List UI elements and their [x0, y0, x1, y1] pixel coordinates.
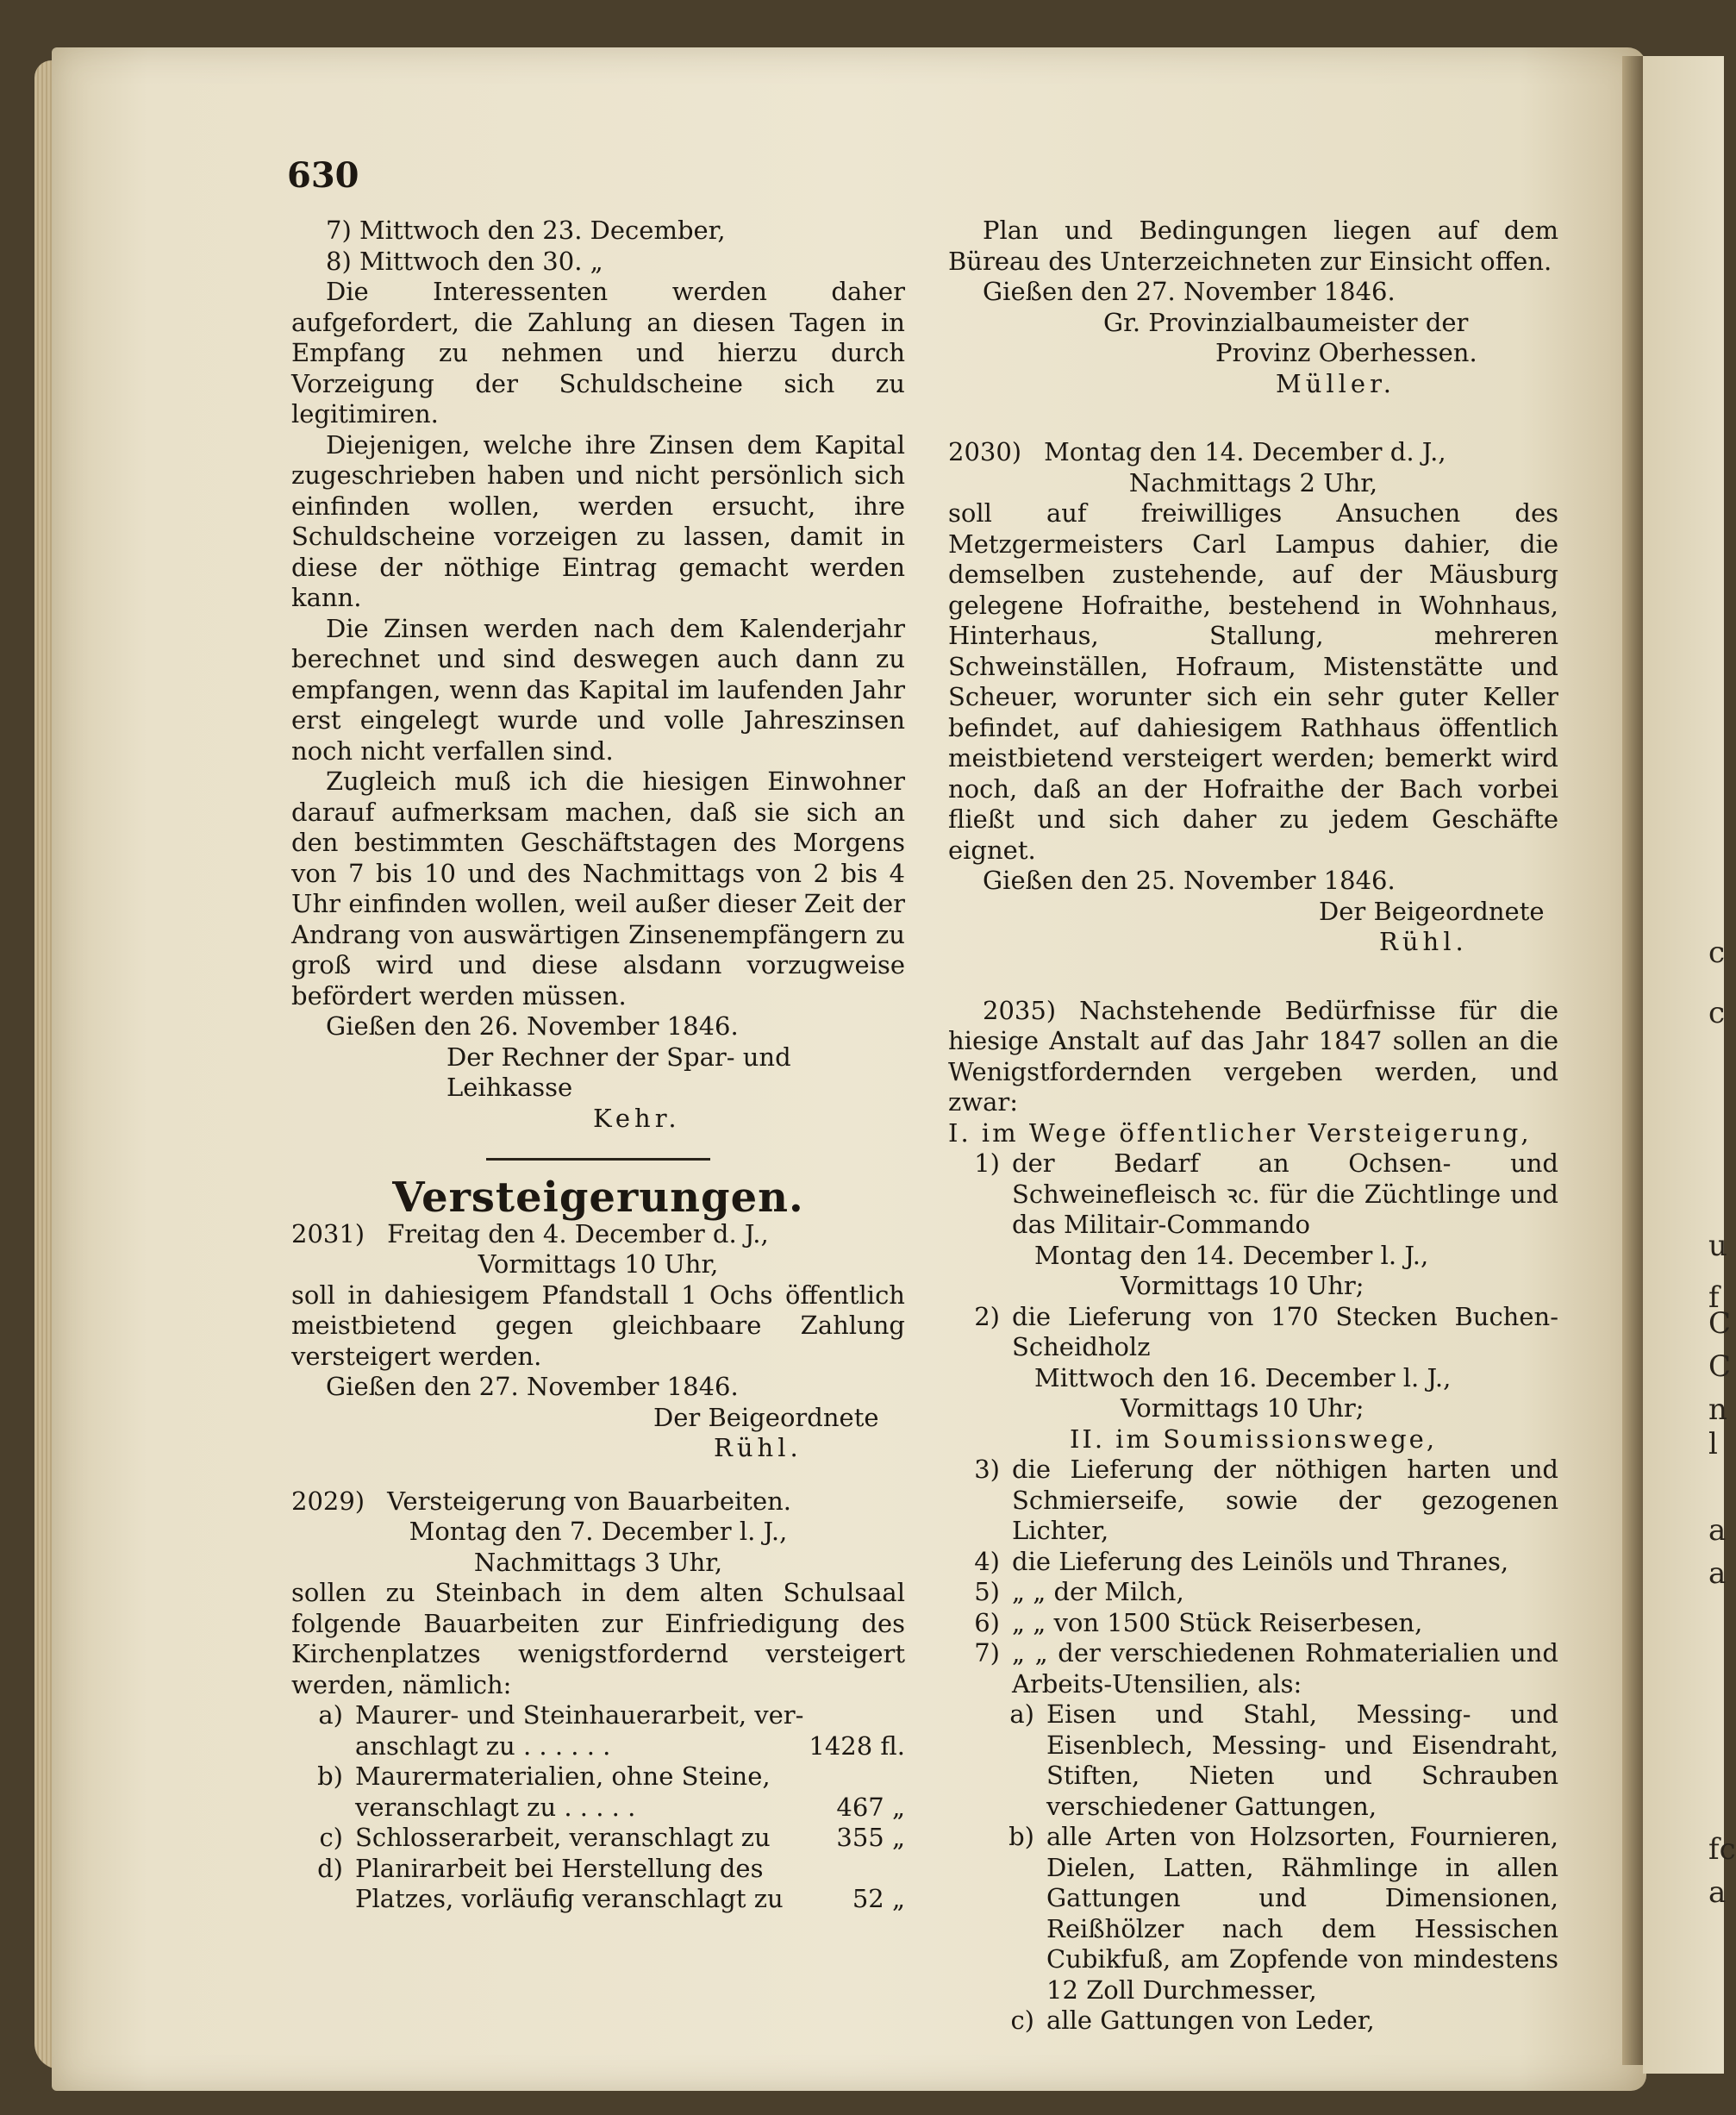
list-item [948, 1302, 1558, 1363]
next-page-fragment: f [1708, 1280, 1720, 1315]
cost-label: a) [318, 1700, 343, 1730]
signer-name: Rühl. [1379, 927, 1468, 956]
notice-date: Freitag den 4. December d. J., [387, 1218, 769, 1248]
notice-number: 2030) [948, 437, 1022, 466]
cost-desc: Planirarbeit bei Herstellung des [355, 1853, 764, 1883]
place-date: Gießen den 26. November 1846. [326, 1011, 739, 1041]
item-text: die Lieferung der nöthigen harten und Schmierseife, sowie der gezogenen Lichter, [1012, 1455, 1558, 1545]
place-date: Gießen den 25. November 1846. [983, 866, 1396, 895]
item-text: „ „ der Milch, [1012, 1577, 1184, 1606]
item-label: 3) [974, 1455, 1000, 1484]
notice-body [948, 996, 1558, 1118]
next-page-fragment: n [1708, 1392, 1727, 1427]
cost-item [291, 1731, 905, 1762]
left-column [291, 216, 905, 1915]
next-page-fragment: fc [1708, 1832, 1736, 1867]
cost-item [291, 1854, 905, 1885]
cost-desc: Maurermaterialien, ohne Steine, [355, 1761, 771, 1791]
next-page-fragment: l [1708, 1427, 1718, 1461]
next-page-fragment: C [1708, 1349, 1732, 1384]
list-item [948, 1608, 1558, 1639]
list-item [948, 1455, 1558, 1547]
item-label: 2) [974, 1301, 1000, 1331]
item-label: a) [1009, 1699, 1034, 1729]
signer-title: Der Beigeordnete [1319, 896, 1545, 926]
item-label: 4) [974, 1546, 1000, 1576]
notice-body: sollen zu Steinbach in dem alten Schulsaal folgende Bauarbeiten zur Einfriedigung des Kirchenplatzes wenigstfordernd versteigert werden, nämlich: [291, 1578, 905, 1699]
list-item: 8) Mittwoch den 30. „ [326, 246, 603, 276]
section-title: Versteigerungen. [392, 1173, 804, 1222]
next-page-fragment: u [1708, 1229, 1727, 1263]
cost-item [291, 1793, 905, 1824]
item-label: 7) [974, 1638, 1000, 1668]
cost-desc: Platzes, vorläufig veranschlagt zu [355, 1884, 784, 1913]
signer-title: Provinz Oberhessen. [1215, 338, 1477, 367]
next-page-fragment: a [1708, 1556, 1727, 1591]
list-item [948, 1577, 1558, 1608]
notice-title: Versteigerung von Bauarbeiten. [387, 1486, 792, 1516]
book-gutter [1622, 56, 1643, 2065]
notice-2030-header [948, 437, 1558, 468]
item-text: Eisen und Stahl, Messing- und Eisenblech, Messing- und Eisendraht, Stiften, Nieten und Schrauben verschiedener Gattungen, [1046, 1699, 1558, 1821]
notice-number: 2029) [291, 1486, 365, 1516]
cost-label: d) [317, 1853, 343, 1883]
cost-desc: Maurer- und Steinhauerarbeit, ver- [355, 1700, 804, 1730]
item-text: die Lieferung des Leinöls und Thranes, [1012, 1546, 1509, 1576]
cost-label: c) [319, 1823, 343, 1852]
paragraph: Die Interessenten werden daher aufgefordert, die Zahlung an diesen Tagen in Empfang zu nehmen und hierzu durch Vorzeigung der Schuldscheine sich zu legitimiren. [291, 277, 905, 429]
paragraph: Plan und Bedingungen liegen auf dem Büreau des Unterzeichneten zur Einsicht offen. [948, 216, 1558, 276]
notice-2029-header [291, 1486, 905, 1517]
cost-item [291, 1761, 905, 1793]
item-text: die Lieferung von 170 Stecken Buchen-Scheidholz [1012, 1301, 1558, 1361]
signer-title: Der Beigeordnete [653, 1402, 879, 1432]
right-column [948, 216, 1558, 2037]
notice-date: Montag den 14. December d. J., [1044, 437, 1446, 466]
sub-list-item [948, 2005, 1558, 2037]
notice-time: Nachmittags 2 Uhr, [1128, 467, 1378, 497]
list-item [948, 1638, 1558, 1699]
item-text: „ „ von 1500 Stück Reiserbesen, [1012, 1607, 1423, 1637]
notice-number: 2031) [291, 1218, 365, 1248]
signer-title: Der Rechner der Spar- und Leihkasse [446, 1042, 791, 1102]
next-page-fragment: C [1708, 1306, 1732, 1341]
paragraph: Diejenigen, welche ihre Zinsen dem Kapital zugeschrieben haben und nicht persönlich sich einfinden wollen, werden ersucht, ihre Schuldscheine vorzeigen zu lassen, damit in diese der nöthige Eintrag gemacht werden kann. [291, 429, 905, 612]
next-page-strip [1643, 56, 1736, 2074]
item-time: Vormittags 10 Uhr; [1121, 1393, 1364, 1423]
notice-body: soll auf freiwilliges Ansuchen des Metzgermeisters Carl Lampus dahier, die demselben zustehende, auf der Mäusburg gelegene Hofraithe, bestehend in Wohnhaus, Hinterhaus, Stallung, mehreren Schweinställen, Hofraum, Mistenstätte und Scheuer, worunter sich ein sehr guter Keller befindet, auf dahiesigem Rathhaus öffentlich meistbietend versteigert werden; bemerkt wird noch, daß an der Hofraithe der Bach vorbei fließt und sich daher zu jedem Geschäfte eignet. [948, 498, 1558, 865]
item-text: alle Gattungen von Leder, [1046, 2005, 1375, 2035]
cost-label: b) [317, 1761, 343, 1791]
notice-time: Nachmittags 3 Uhr, [473, 1547, 723, 1577]
next-page-fragment: a [1708, 1875, 1727, 1910]
subsection-title: I. im Wege öffentlicher Versteigerung, [948, 1117, 1532, 1148]
cost-desc: Schlosserarbeit, veranschlagt zu [355, 1823, 771, 1852]
notice-number: 2035) [983, 995, 1057, 1025]
cost-desc: anschlagt zu . . . . . . [355, 1730, 611, 1761]
paragraph: Die Zinsen werden nach dem Kalenderjahr berechnet und sind deswegen auch dann zu empfangen, wenn das Kapital im laufenden Jahr erst eingelegt wurde und volle Jahreszinsen noch nicht verfallen sind. [291, 613, 905, 766]
sub-list-item [948, 1699, 1558, 1822]
notice-body: soll in dahiesigem Pfandstall 1 Ochs öffentlich meistbietend gegen gleichbaare Zahlung versteigert werden. [291, 1280, 905, 1371]
next-page-fragment: a [1708, 1513, 1727, 1548]
item-date: Montag den 14. December l. J., [1034, 1240, 1429, 1270]
item-time: Vormittags 10 Uhr; [1121, 1271, 1364, 1300]
list-item [948, 1148, 1558, 1241]
item-label: c) [1010, 2005, 1034, 2035]
cost-item [291, 1823, 905, 1854]
notice-time: Vormittags 10 Uhr, [478, 1249, 719, 1279]
item-text: „ „ der verschiedenen Rohmaterialien und Arbeits-Utensilien, als: [1012, 1638, 1558, 1699]
subsection-title: II. im Soumissionswege, [1069, 1424, 1438, 1454]
next-page-fragment: c [1708, 935, 1726, 970]
item-text: alle Arten von Holzsorten, Fournieren, Dielen, Latten, Rähmlinge in allen Gattungen und Dimensionen, Reißhölzer nach dem Hessischen Cubikfuß, am Zopfende von mindestens 12 Zoll Durchmesser, [1046, 1822, 1558, 2005]
item-label: b) [1009, 1822, 1034, 1851]
cost-amount: 467 „ [836, 1792, 905, 1822]
notice-text: Nachstehende Bedürfnisse für die hiesige Anstalt auf das Jahr 1847 sollen an die Wenigstfordernden vergeben werden, und zwar: [948, 995, 1558, 1117]
list-item: 7) Mittwoch den 23. December, [326, 216, 726, 245]
signer-name: Kehr. [593, 1103, 681, 1133]
signer-title: Gr. Provinzialbaumeister der [1103, 307, 1469, 337]
list-item [948, 1547, 1558, 1578]
divider-rule [486, 1158, 710, 1161]
paragraph: Zugleich muß ich die hiesigen Einwohner darauf aufmerksam machen, daß sie sich an den bestimmten Geschäftstagen des Morgens von 7 bis 10 und des Nachmittags von 2 bis 4 Uhr einfinden wollen, weil außer dieser Zeit der Andrang von auswärtigen Zinsenempfängern zu groß wird und diese alsdann vorzugweise befördert werden müssen. [291, 767, 905, 1011]
item-text: der Bedarf an Ochsen- und Schweinefleisch ꝛc. für die Züchtlinge und das Militair-Commando [1012, 1148, 1558, 1239]
notice-date: Montag den 7. December l. J., [409, 1517, 788, 1546]
item-label: 5) [974, 1577, 1000, 1606]
cost-amount: 52 „ [852, 1884, 905, 1913]
sub-list-item [948, 1822, 1558, 2005]
place-date: Gießen den 27. November 1846. [983, 277, 1396, 306]
item-label: 1) [974, 1148, 1000, 1178]
page-number: 630 [287, 155, 359, 196]
signer-name: Rühl. [714, 1433, 802, 1462]
cost-desc: veranschlagt zu . . . . . [355, 1792, 636, 1822]
place-date: Gießen den 27. November 1846. [326, 1372, 739, 1401]
item-date: Mittwoch den 16. December l. J., [1034, 1362, 1452, 1392]
notice-2031-header [291, 1219, 905, 1250]
cost-item [291, 1884, 905, 1915]
cost-item [291, 1700, 905, 1731]
next-page-fragment: c [1708, 996, 1726, 1030]
item-label: 6) [974, 1607, 1000, 1637]
cost-amount: 355 „ [836, 1823, 905, 1852]
cost-amount: 1428 fl. [809, 1730, 905, 1761]
signer-name: Müller. [1276, 368, 1396, 398]
